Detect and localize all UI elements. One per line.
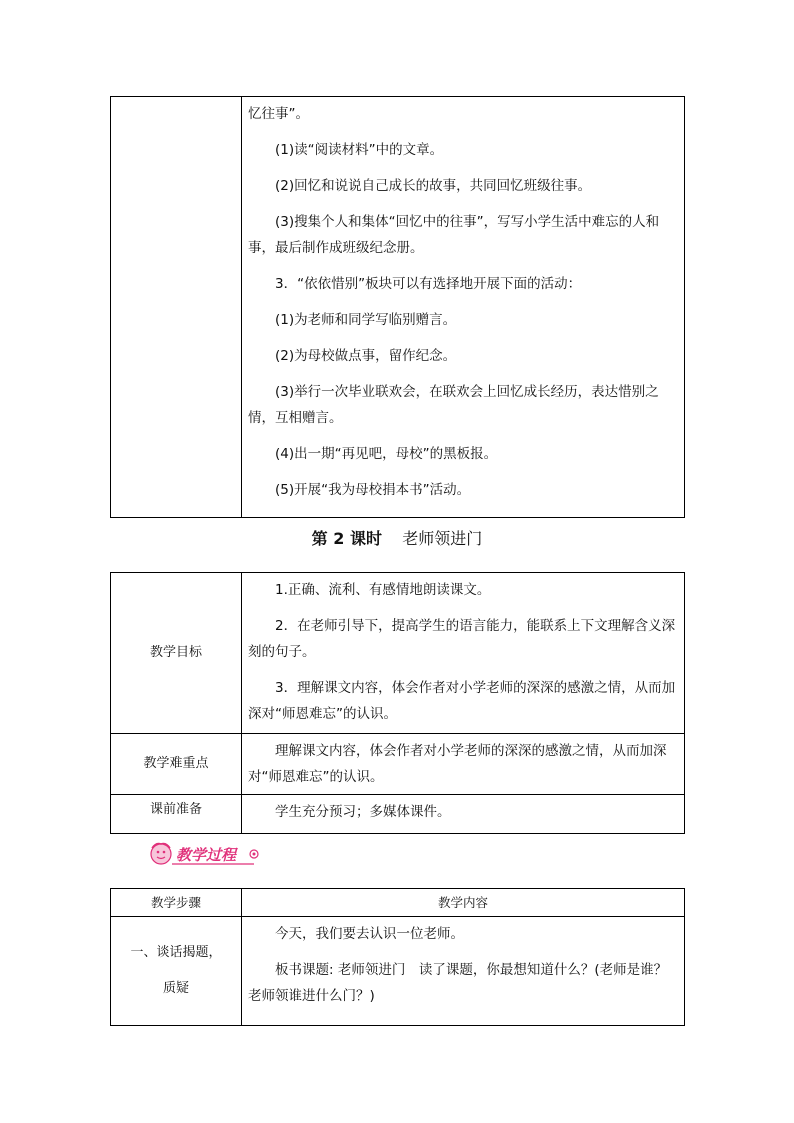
activity-line: (4)出一期“再见吧，母校”的黑板报。 [275,446,498,462]
process-step-row [111,916,684,1025]
col-step-header: 教学步骤 [111,889,242,916]
goals-label: 教学目标 [111,573,242,733]
overview-table [110,572,685,834]
col-content-header: 教学内容 [437,894,488,910]
badge-graphic [146,840,261,870]
activity-line: 3．“依依惜别”板块可以有选择地开展下面的活动： [275,276,582,292]
activities-left-cell [111,97,242,517]
prep-label: 课前准备 [111,795,242,833]
prep-row [111,794,684,833]
step-content [242,917,684,1025]
prep-content [242,795,684,833]
activities-content [242,97,684,517]
goals-content [242,573,684,733]
step-paragraph: 板书课题: 老师领进门 读了课题，你最想知道什么？(老师是谁？老师领谁进什么门？) [248,962,668,1004]
process-table [110,888,685,1026]
step-label-line: 一、谈话揭题， [130,945,222,960]
goal-item: 1.正确、流利、有感情地朗读课文。 [275,582,491,598]
keypoints-content [242,734,684,794]
activities-table [110,96,685,518]
activity-line: (2)回忆和说说自己成长的故事，共同回忆班级往事。 [275,178,592,194]
goal-item: 2．在老师引导下，提高学生的语言能力，能联系上下文理解含义深刻的句子。 [248,618,676,660]
goals-row [111,573,684,733]
lesson-name: 老师领进门 [402,529,483,548]
step-paragraph: 今天，我们要去认识一位老师。 [275,926,464,942]
activity-line: 忆往事”。 [248,106,309,122]
prep-text: 学生充分预习；多媒体课件。 [275,804,451,820]
activity-line: (1)为老师和同学写临别赠言。 [275,312,457,328]
activity-line: (3)搜集个人和集体“回忆中的往事”，写写小学生活中难忘的人和事，最后制作成班级纪念册。 [248,214,660,256]
step-label-line: 质疑 [162,981,189,996]
activity-line: (1)读“阅读材料”中的文章。 [275,142,444,158]
keypoints-label: 教学难重点 [111,734,242,794]
badge-text: 教学过程 [176,846,237,864]
keypoints-row [111,733,684,794]
lesson-number: 第 2 课时 [311,529,382,548]
activity-line: (2)为母校做点事，留作纪念。 [275,348,457,364]
step-label [111,917,242,1025]
activities-row [111,97,684,517]
keypoints-text: 理解课文内容，体会作者对小学老师的深深的感激之情，从而加深对“师恩难忘”的认识。 [248,743,667,785]
teaching-process-badge [146,840,261,870]
activity-line: (3)举行一次毕业联欢会，在联欢会上回忆成长经历，表达惜别之情，互相赠言。 [248,384,659,426]
goal-item: 3．理解课文内容，体会作者对小学老师的深深的感激之情，从而加深对“师恩难忘”的认识。 [248,680,676,722]
lesson-title [0,528,794,550]
activity-line: (5)开展“我为母校捐本书”活动。 [275,482,471,498]
process-header-row [111,889,684,916]
